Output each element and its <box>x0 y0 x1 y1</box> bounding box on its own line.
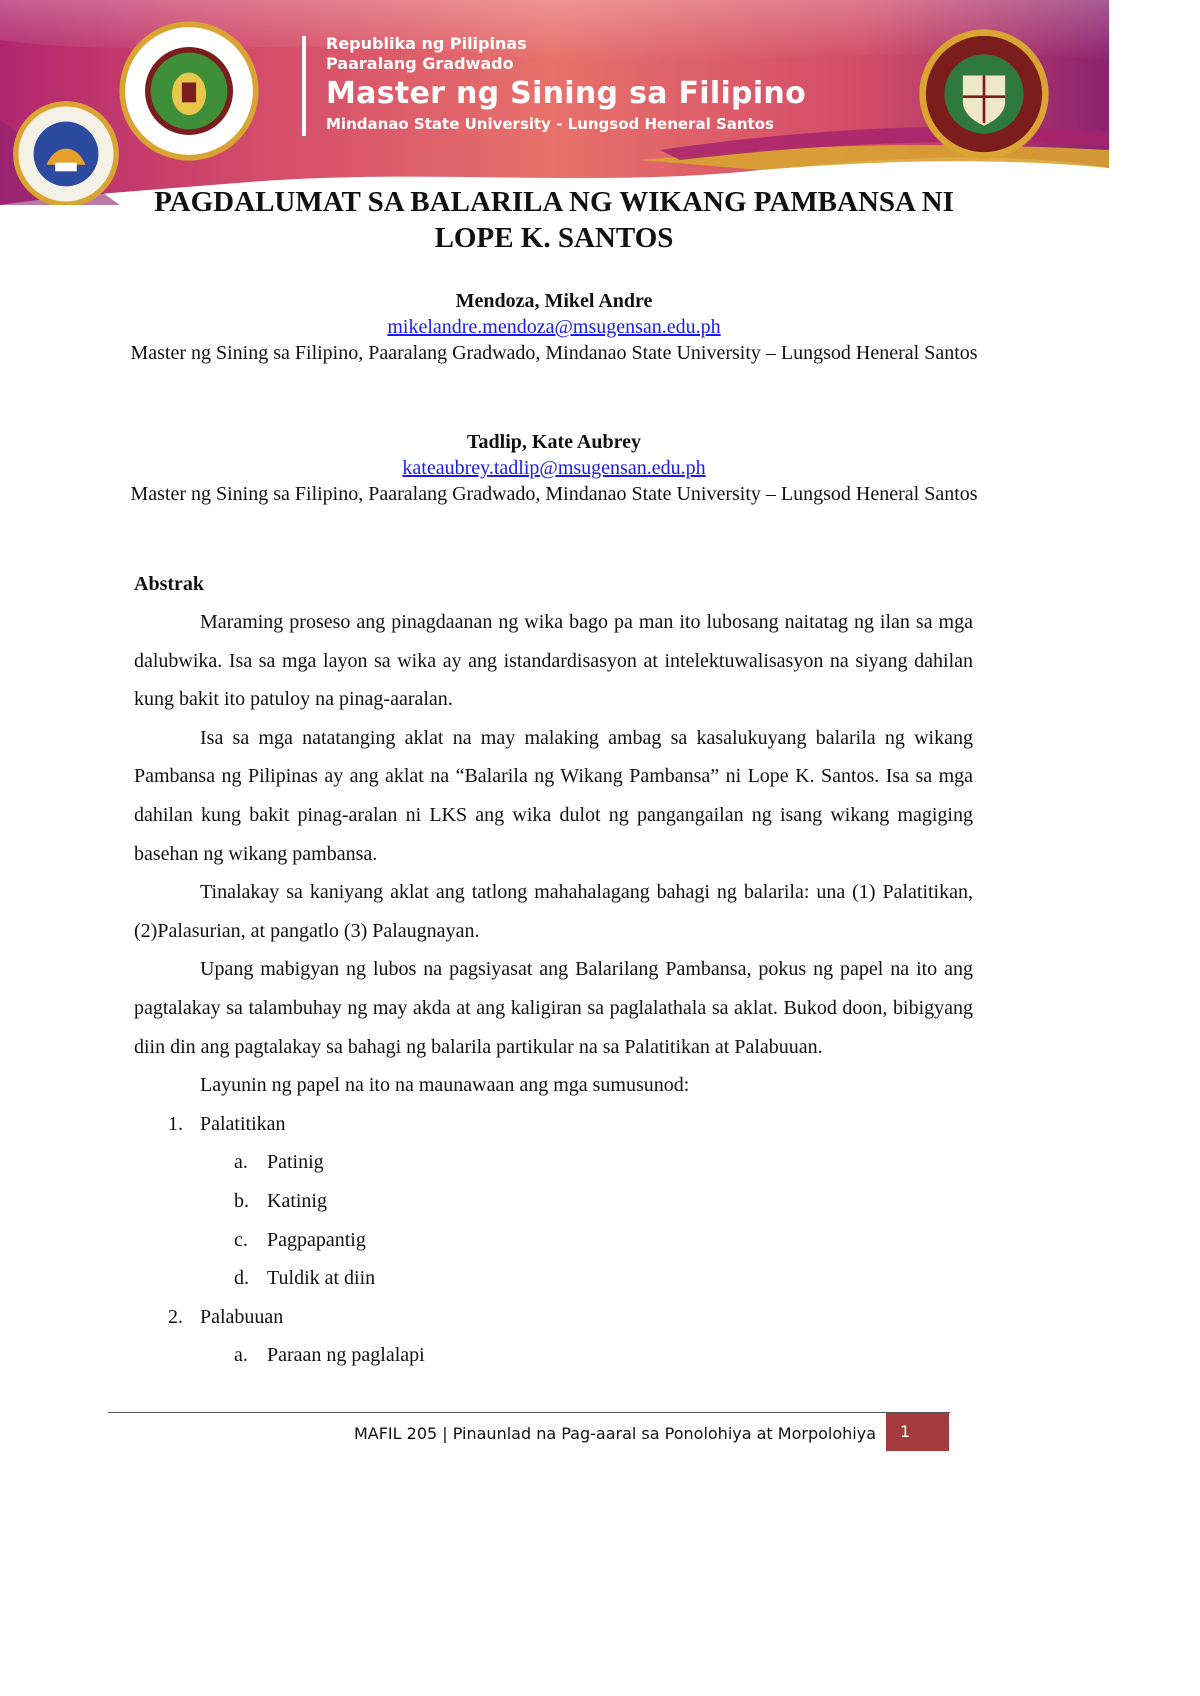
author-email-link[interactable]: mikelandre.mendoza@msugensan.edu.ph <box>387 316 721 338</box>
sub-list-label: Katinig <box>267 1189 327 1212</box>
paper-title: PAGDALUMAT SA BALARILA NG WIKANG PAMBANSA NI LOPE K. SANTOS <box>154 186 954 254</box>
sub-list-item <box>134 1336 973 1375</box>
abstract-paragraph: Layunin ng papel na ito na maunawaan ang mga sumusunod: <box>200 1074 690 1097</box>
sub-list-letter: b. <box>234 1189 249 1212</box>
abstract-paragraph: Maraming proseso ang pinagdaanan ng wika bago pa man ito lubosang naitatag ng ilan sa mga dalubwika. Isa sa mga layon sa wika ay ang istandardisasyon at intelektuwalisasyon na siyang dahilan kung bakit ito patuloy na pinag-aaralan. <box>134 611 973 711</box>
abstract-heading: Abstrak <box>134 573 205 595</box>
list-item-label: Palabuuan <box>200 1305 284 1328</box>
abstract-paragraph: Upang mabigyan ng lubos na pagsiyasat ang Balarilang Pambansa, pokus ng papel na ito ang pagtalakay sa talambuhay ng may akda at ang kaligiran sa paglalathala sa aklat. Bukod doon, bibigyang diin din ang pagtalakay sa bahagi ng balarila partikular na sa Palatitikan at Palabuuan. <box>134 958 973 1058</box>
author-block-2 <box>130 429 978 507</box>
page-number-badge: 1 <box>886 1413 949 1451</box>
abstract-paragraph: Isa sa mga natatanging aklat na may malaking ambag sa kasalukuyang balarila ng wikang Pambansa ng Pilipinas ay ang aklat na “Balarila ng Wikang Pambansa” ni Lope K. Santos. Isa sa mga dahilan kung bakit pinag-aralan ni LKS ang wika dulot ng pangangailan ng isang wikang magiging basehan ng wikang pambansa. <box>134 726 973 865</box>
sub-list-letter: a. <box>234 1344 248 1367</box>
list-number: 2. <box>168 1305 183 1328</box>
list-item <box>134 1298 973 1337</box>
banner-graduate-school-line: Paaralang Gradwado <box>326 54 514 73</box>
banner-divider <box>302 36 306 136</box>
banner-text-block <box>326 34 806 134</box>
banner-republic-line: Republika ng Pilipinas <box>326 34 527 53</box>
sub-list-letter: d. <box>234 1267 249 1290</box>
list-number: 1. <box>168 1112 183 1135</box>
msu-gensan-seal-icon <box>118 20 260 162</box>
sub-list-item <box>134 1143 973 1182</box>
author-block-1 <box>130 288 978 366</box>
college-seal-icon <box>12 100 120 205</box>
objectives-list <box>134 1105 973 1375</box>
sub-list-label: Pagpapantig <box>267 1228 366 1251</box>
banner-program-title: Master ng Sining sa Filipino <box>326 76 806 111</box>
sub-list-item <box>134 1259 973 1298</box>
sub-list-label: Tuldik at diin <box>267 1267 376 1290</box>
sub-list-label: Patinig <box>267 1151 324 1174</box>
sub-list-item <box>134 1182 973 1221</box>
footer-course-label: MAFIL 205 | Pinaunlad na Pag-aaral sa Ponolohiya at Morpolohiya <box>353 1424 876 1443</box>
banner-university-line: Mindanao State University - Lungsod Heneral Santos <box>326 115 774 133</box>
abstract-body <box>134 603 973 1375</box>
list-item <box>134 1105 973 1144</box>
author-email-link[interactable]: kateaubrey.tadlip@msugensan.edu.ph <box>402 457 706 479</box>
author-affiliation: Master ng Sining sa Filipino, Paaralang Gradwado, Mindanao State University – Lungsod Heneral Santos <box>130 483 978 505</box>
sub-list-item <box>134 1221 973 1260</box>
sub-list-label: Paraan ng paglalapi <box>267 1344 425 1367</box>
abstract-paragraph: Tinalakay sa kaniyang aklat ang tatlong mahahalagang bahagi ng balarila: una (1) Palatitikan, (2)Palasurian, at pangatlo (3) Palaugnayan. <box>134 881 973 942</box>
footer-divider <box>108 1412 950 1413</box>
author-name: Mendoza, Mikel Andre <box>455 290 653 312</box>
sub-list-letter: c. <box>234 1228 248 1251</box>
header-banner <box>0 0 1109 205</box>
school-of-graduate-studies-seal-icon <box>918 28 1050 160</box>
author-name: Tadlip, Kate Aubrey <box>467 431 641 453</box>
list-item-label: Palatitikan <box>200 1112 286 1135</box>
author-affiliation: Master ng Sining sa Filipino, Paaralang Gradwado, Mindanao State University – Lungsod Heneral Santos <box>130 342 978 364</box>
sub-list-letter: a. <box>234 1151 248 1174</box>
